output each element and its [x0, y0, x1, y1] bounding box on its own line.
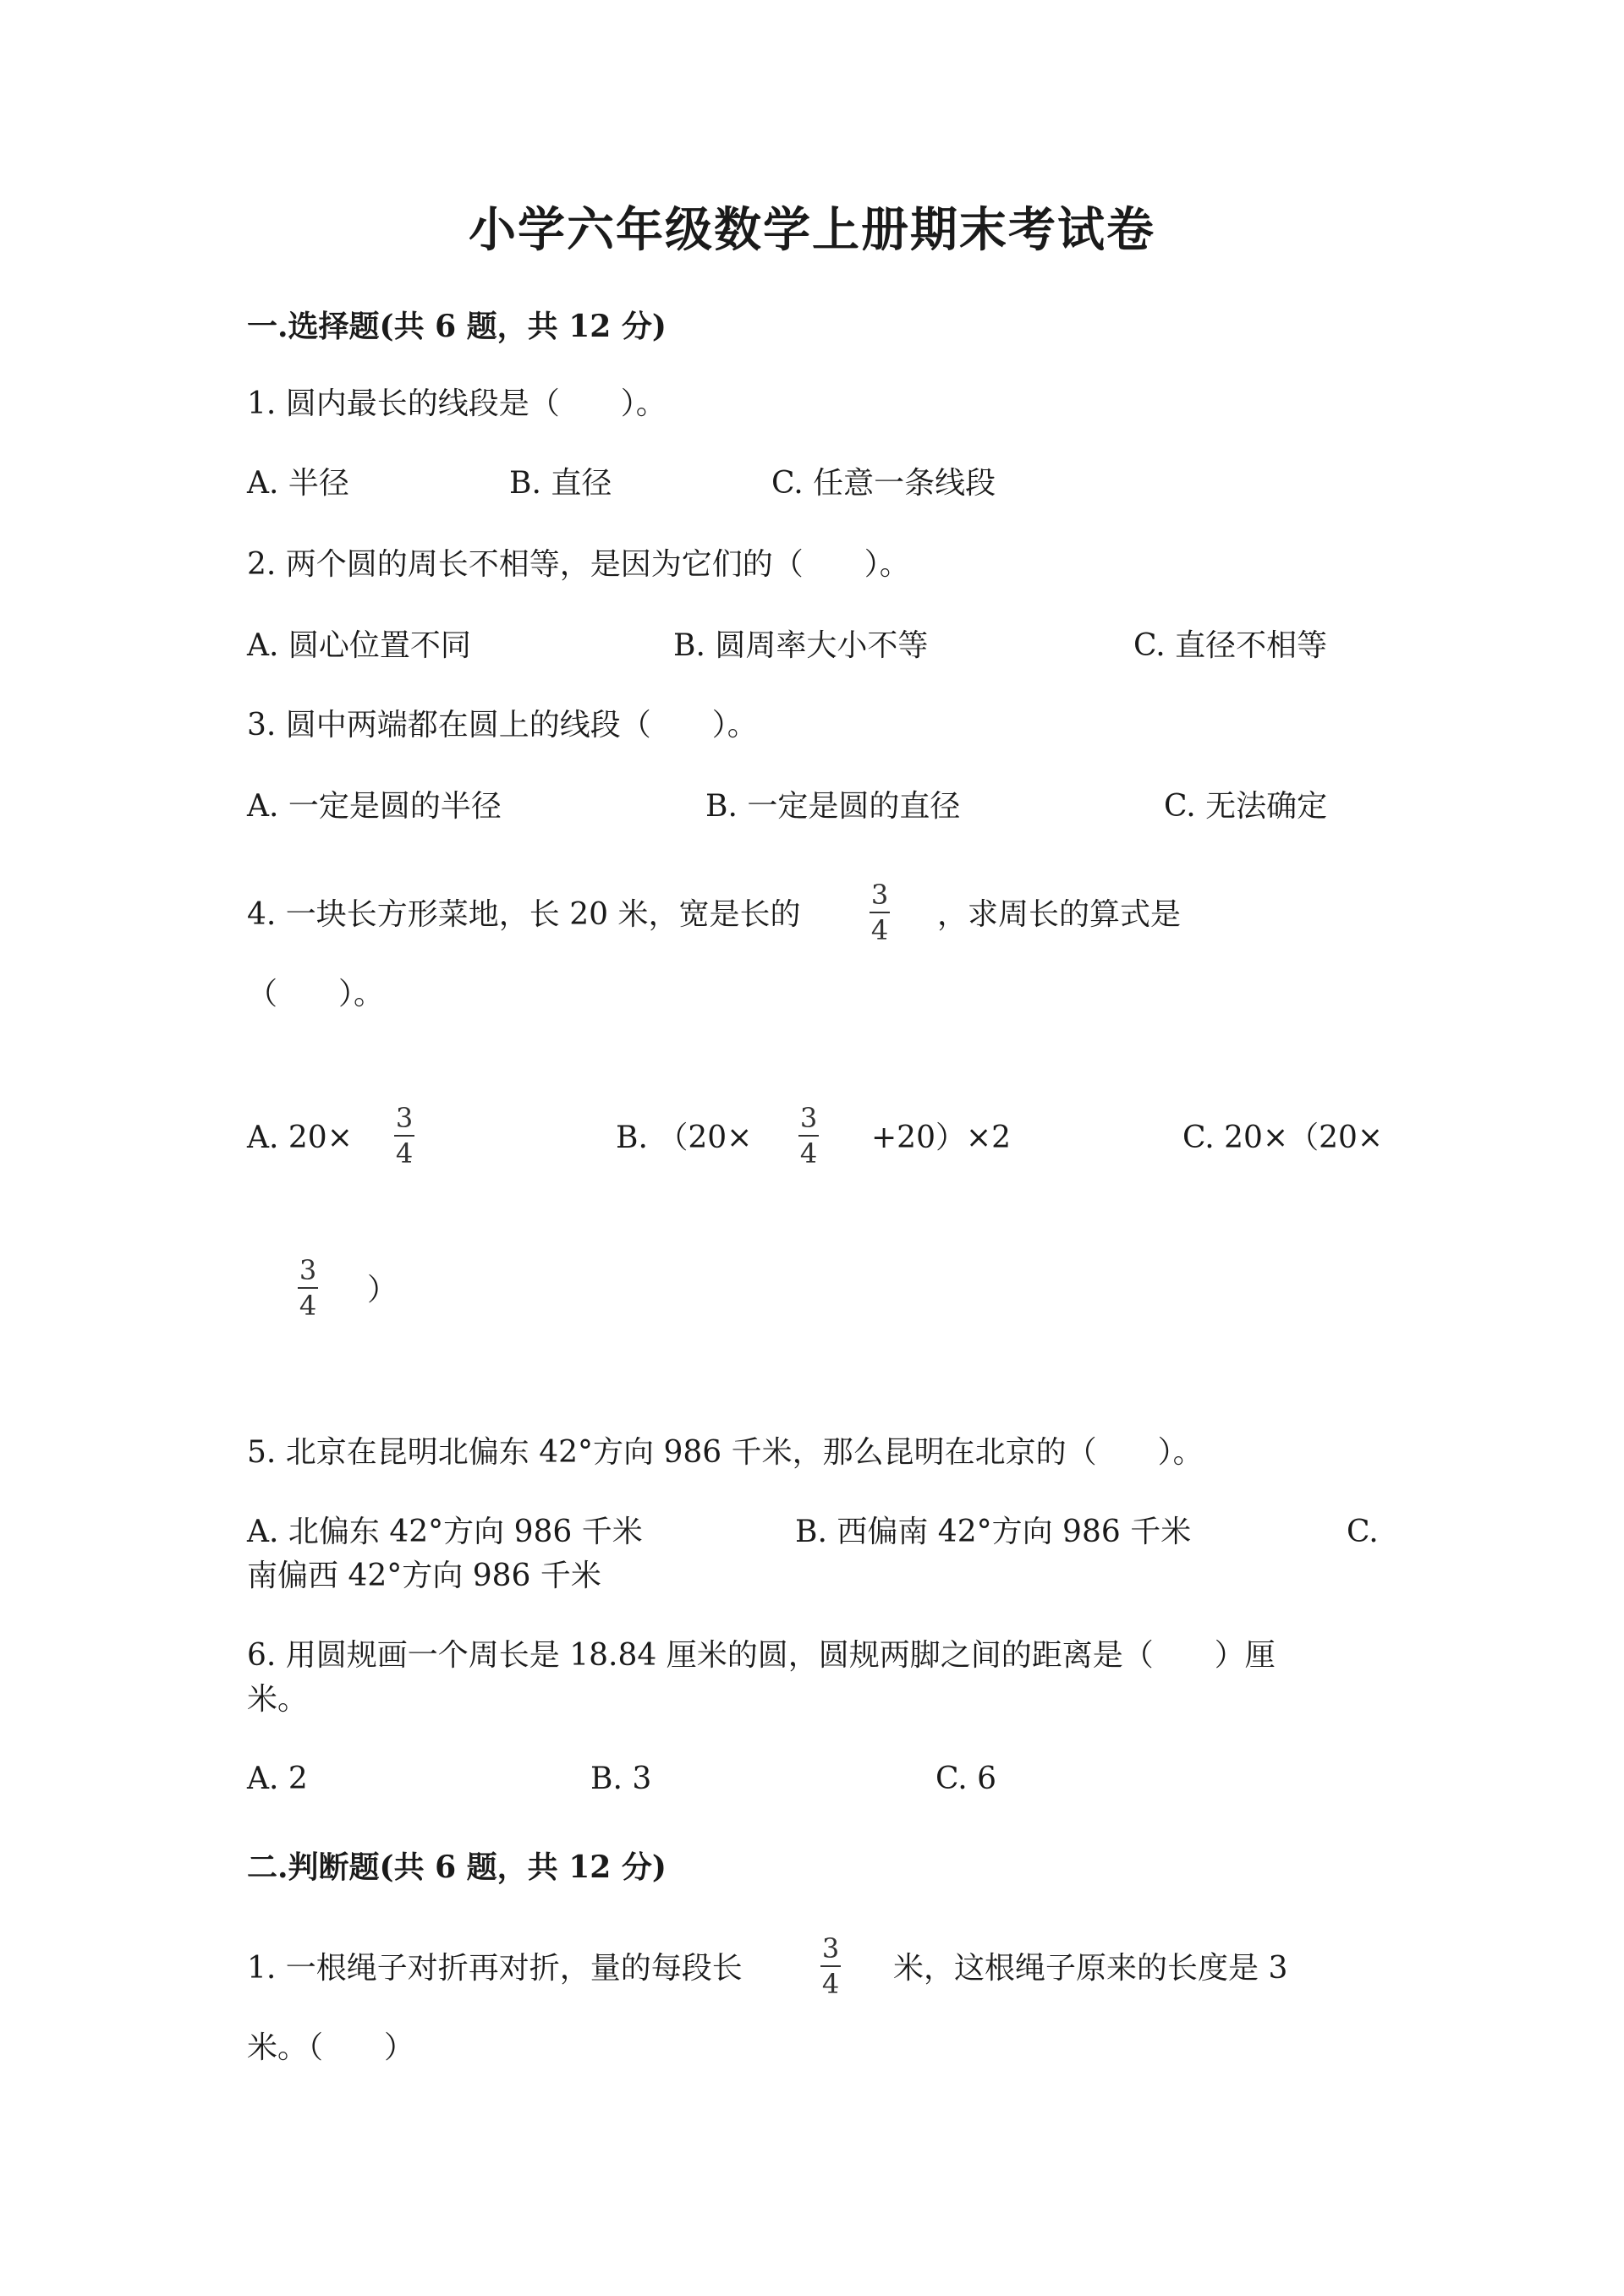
question-2-stem: 2. 两个圆的周长不相等，是因为它们的（ ）。: [247, 547, 910, 582]
tf-question-1-stem-line2: 米。（ ）: [247, 2030, 415, 2065]
fraction-bar: [870, 912, 890, 913]
question-3-stem: 3. 圆中两端都在圆上的线段（ ）。: [247, 708, 758, 743]
tf-question-1-stem-part1: 1. 一根绳子对折再对折，量的每段长: [247, 1951, 743, 1986]
question-4-option-c-fraction: [298, 1255, 318, 1321]
question-3-option-b: B. 一定是圆的直径: [705, 789, 961, 824]
question-4-stem-part2: ，求周长的算式是: [937, 897, 1182, 932]
question-6-option-a: A. 2: [247, 1762, 308, 1796]
fraction-numerator: 3: [395, 1102, 414, 1134]
question-4-option-b-prefix: B. （20×: [616, 1121, 753, 1155]
question-4-stem-line2: （ ）。: [247, 977, 385, 1011]
question-2-option-b: B. 圆周率大小不等: [673, 628, 929, 663]
page-title: 小学六年级数学上册期末考试卷: [469, 202, 1155, 258]
fraction-numerator: 3: [799, 1102, 818, 1134]
fraction-denominator: 4: [870, 914, 889, 946]
question-6-option-b: B. 3: [590, 1762, 652, 1796]
question-4-option-b-fraction: [798, 1103, 819, 1169]
fraction-denominator: 4: [799, 1137, 818, 1170]
question-6-option-c: C. 6: [935, 1762, 997, 1796]
question-1-option-a: A. 半径: [247, 466, 349, 501]
question-1-stem: 1. 圆内最长的线段是（ ）。: [247, 386, 667, 421]
question-1-option-c: C. 任意一条线段: [771, 466, 996, 501]
fraction-denominator: 4: [299, 1290, 317, 1322]
question-6-stem-line2: 米。: [247, 1682, 309, 1717]
tf-question-1-stem-part2: 米，这根绳子原来的长度是 3: [893, 1951, 1288, 1986]
question-4-stem-part1: 4. 一块长方形菜地，长 20 米，宽是长的: [247, 897, 801, 932]
question-1-option-b: B. 直径: [509, 466, 612, 501]
question-5-stem: 5. 北京在昆明北偏东 42°方向 986 千米，那么昆明在北京的（ ）。: [247, 1435, 1204, 1470]
fraction-denominator: 4: [821, 1968, 840, 2000]
question-5-option-c-text: 南偏西 42°方向 986 千米: [247, 1559, 601, 1593]
question-5-option-c-label: C.: [1347, 1515, 1379, 1549]
question-3-option-a: A. 一定是圆的半径: [247, 789, 502, 824]
question-4-option-a-fraction: [394, 1103, 414, 1169]
fraction-bar: [820, 1965, 841, 1967]
question-2-option-a: A. 圆心位置不同: [247, 628, 471, 663]
section-heading-true-false: 二.判断题(共 6 题，共 12 分): [247, 1849, 667, 1885]
question-4-option-a-prefix: A. 20×: [247, 1121, 353, 1155]
question-4-option-c-suffix: ）: [367, 1273, 398, 1307]
question-5-option-a: A. 北偏东 42°方向 986 千米: [247, 1515, 643, 1549]
question-2-option-c: C. 直径不相等: [1133, 628, 1328, 663]
section-heading-choice: 一.选择题(共 6 题，共 12 分): [247, 309, 667, 344]
tf-question-1-fraction: [820, 1933, 841, 1999]
fraction-bar: [798, 1135, 819, 1137]
fraction-numerator: 3: [821, 1932, 840, 1964]
fraction-bar: [298, 1287, 318, 1289]
question-6-stem-line1: 6. 用圆规画一个周长是 18.84 厘米的圆，圆规两脚之间的距离是（ ）厘: [247, 1638, 1276, 1673]
fraction-numerator: 3: [870, 879, 889, 911]
question-4-option-b-suffix: +20）×2: [871, 1121, 1012, 1155]
question-4-stem-fraction: [870, 879, 890, 945]
fraction-numerator: 3: [299, 1254, 317, 1286]
question-5-option-b: B. 西偏南 42°方向 986 千米: [795, 1515, 1192, 1549]
fraction-denominator: 4: [395, 1137, 414, 1170]
question-4-option-c-prefix: C. 20×（20×: [1182, 1121, 1384, 1155]
fraction-bar: [394, 1135, 414, 1137]
question-3-option-c: C. 无法确定: [1164, 789, 1328, 824]
